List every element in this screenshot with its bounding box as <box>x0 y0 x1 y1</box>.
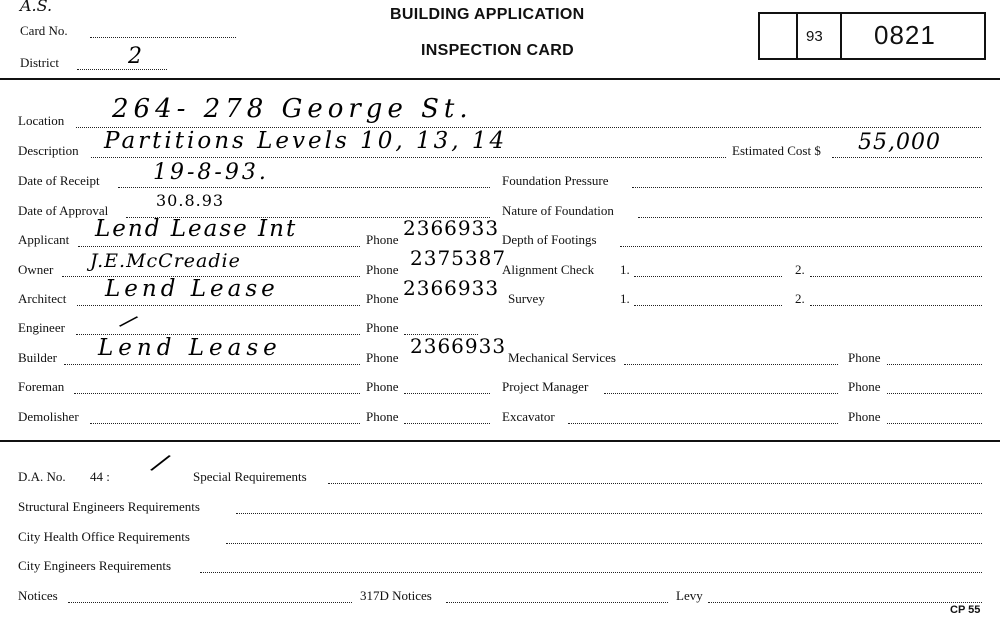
da-no-value: 44 : <box>90 469 110 484</box>
date-receipt-line <box>118 186 490 188</box>
applicant-phone-label: Phone <box>366 232 399 247</box>
requirements-divider <box>0 440 1000 442</box>
health-requirements-label: City Health Office Requirements <box>18 529 190 544</box>
alignment-check-line2 <box>810 275 982 277</box>
foundation-pressure-line <box>632 186 982 188</box>
owner-phone: 2375387 <box>410 246 507 270</box>
estimated-cost-label: Estimated Cost $ <box>732 143 821 158</box>
survey-line1 <box>634 304 782 306</box>
nature-foundation-label: Nature of Foundation <box>502 203 614 218</box>
applicant-label: Applicant <box>18 232 70 247</box>
applicant-line <box>78 245 360 247</box>
architect-line <box>77 304 360 306</box>
card-no-line <box>90 36 236 38</box>
excavator-phone-label: Phone <box>848 409 881 424</box>
date-receipt-label: Date of Receipt <box>18 173 100 188</box>
engineer-value: / <box>118 309 140 335</box>
structural-requirements-line <box>236 512 982 514</box>
form-code: CP 55 <box>950 604 981 616</box>
demolisher-label: Demolisher <box>18 409 79 424</box>
structural-requirements-label: Structural Engineers Requirements <box>18 499 200 514</box>
alignment-check-label: Alignment Check <box>502 262 595 277</box>
architect-phone: 2366933 <box>403 276 500 300</box>
nature-foundation-line <box>638 216 982 218</box>
depth-footings-line <box>620 245 982 247</box>
excavator-label: Excavator <box>502 409 555 424</box>
depth-footings-label: Depth of Footings <box>502 232 597 247</box>
location-label: Location <box>18 113 65 128</box>
project-manager-phone-line <box>887 392 982 394</box>
applicant-value: Lend Lease Int <box>95 216 298 242</box>
alignment-check-num1: 1. <box>620 262 630 277</box>
project-manager-phone-label: Phone <box>848 379 881 394</box>
foreman-label: Foreman <box>18 379 65 394</box>
special-requirements-label: Special Requirements <box>193 469 307 484</box>
owner-value: J.E.McCreadie <box>90 250 241 272</box>
engineers-requirements-line <box>200 571 982 573</box>
description-line <box>91 156 726 158</box>
alignment-check-line1 <box>634 275 782 277</box>
estimated-cost-line <box>832 156 982 158</box>
mechanical-services-label: Mechanical Services <box>508 350 616 365</box>
builder-value: Lend Lease <box>98 335 282 361</box>
survey-num2: 2. <box>795 291 805 306</box>
da-mark: / <box>150 447 172 480</box>
survey-num1: 1. <box>620 291 630 306</box>
notices-label: Notices <box>18 588 58 603</box>
owner-phone-label: Phone <box>366 262 399 277</box>
date-approval-value: 30.8.93 <box>156 191 225 210</box>
location-value: 264- 278 George St. <box>112 94 473 124</box>
engineer-phone-label: Phone <box>366 320 399 335</box>
architect-value: Lend Lease <box>105 276 279 302</box>
foundation-pressure-label: Foundation Pressure <box>502 173 609 188</box>
card-number-box <box>758 12 986 60</box>
demolisher-phone-label: Phone <box>366 409 399 424</box>
project-manager-label: Project Manager <box>502 379 589 394</box>
header-divider <box>0 78 1000 80</box>
form-subtitle: INSPECTION CARD <box>421 42 574 59</box>
builder-label: Builder <box>18 350 57 365</box>
date-receipt-value: 19-8-93. <box>153 160 269 185</box>
architect-phone-label: Phone <box>366 291 399 306</box>
estimated-cost-value: 55,000 <box>858 130 941 155</box>
builder-line <box>64 363 360 365</box>
health-requirements-line <box>226 542 982 544</box>
architect-label: Architect <box>18 291 67 306</box>
engineers-requirements-label: City Engineers Requirements <box>18 558 172 573</box>
description-value: Partitions Levels 10, 13, 14 <box>104 128 508 154</box>
notices-line <box>68 601 352 603</box>
district-value: 2 <box>128 44 143 69</box>
applicant-phone: 2366933 <box>403 216 500 240</box>
district-label: District <box>20 55 59 70</box>
district-line <box>77 68 167 70</box>
builder-phone-label: Phone <box>366 350 399 365</box>
date-approval-label: Date of Approval <box>18 203 109 218</box>
foreman-phone-label: Phone <box>366 379 399 394</box>
mechanical-services-phone-label: Phone <box>848 350 881 365</box>
levy-label: Levy <box>676 588 703 603</box>
corner-note: A.S. <box>20 0 53 15</box>
demolisher-line <box>90 422 360 424</box>
box-blank-cell <box>796 14 798 58</box>
engineer-label: Engineer <box>18 320 65 335</box>
da-no-label: D.A. No. <box>18 469 66 484</box>
owner-label: Owner <box>18 262 54 277</box>
notices-317d-line <box>446 601 668 603</box>
description-label: Description <box>18 143 79 158</box>
box-prefix: 93 <box>806 28 823 45</box>
demolisher-phone-line <box>404 422 490 424</box>
notices-317d-label: 317D Notices <box>360 588 432 603</box>
box-prefix-cell <box>840 14 842 58</box>
form-title: BUILDING APPLICATION <box>390 6 585 23</box>
project-manager-line <box>604 392 838 394</box>
foreman-line <box>74 392 360 394</box>
excavator-phone-line <box>887 422 982 424</box>
excavator-line <box>568 422 838 424</box>
card-no-label: Card No. <box>20 23 68 38</box>
builder-phone: 2366933 <box>410 334 507 358</box>
mechanical-services-phone-line <box>887 363 982 365</box>
survey-line2 <box>810 304 982 306</box>
special-requirements-line <box>328 482 982 484</box>
box-number: 0821 <box>874 20 936 50</box>
foreman-phone-line <box>404 392 490 394</box>
alignment-check-num2: 2. <box>795 262 805 277</box>
mechanical-services-line <box>624 363 838 365</box>
survey-label: Survey <box>508 291 545 306</box>
levy-line <box>708 601 982 603</box>
